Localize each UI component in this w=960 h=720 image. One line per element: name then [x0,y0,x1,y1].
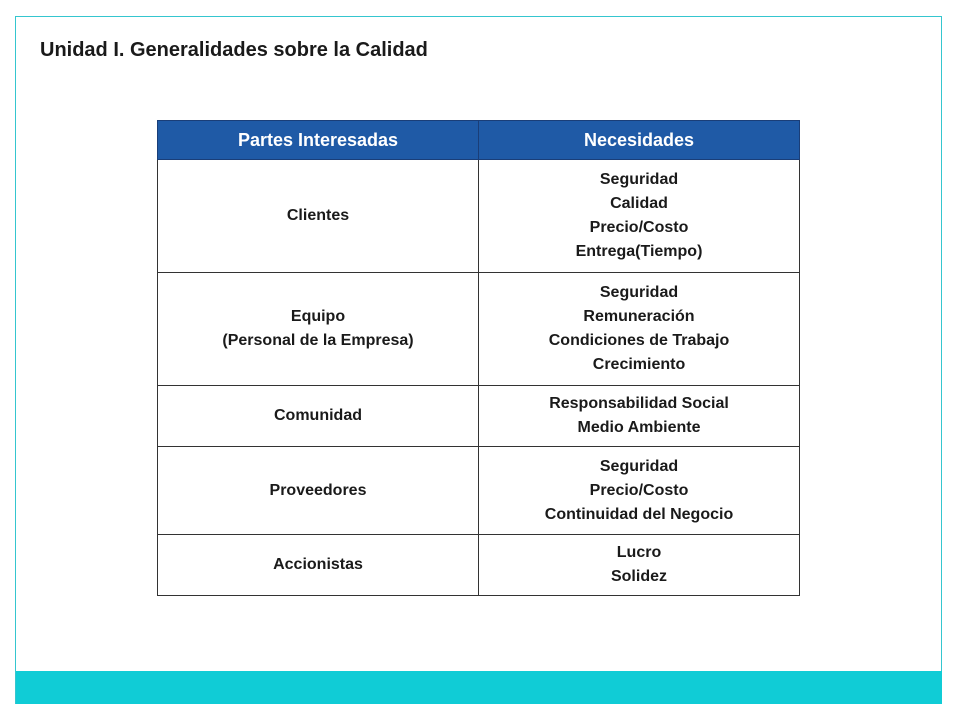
needs-cell [479,386,800,447]
need-item: Precio/Costo [589,219,689,236]
table-row [158,447,800,535]
need-item: Medio Ambiente [577,419,701,436]
need-item: Continuidad del Negocio [544,505,734,523]
needs-cell [479,273,800,386]
need-item: Crecimiento [592,356,686,373]
needs-cell [479,160,800,273]
need-item: Responsabilidad Social [549,395,729,412]
footer-accent-bar [16,671,942,704]
need-item: Seguridad [599,284,679,301]
need-item: Precio/Costo [589,481,689,499]
party-name: Comunidad [274,407,362,424]
need-item: Lucro [616,544,662,561]
need-item: Seguridad [599,457,679,475]
table-row [158,535,800,596]
need-item: Solidez [610,568,667,585]
need-item: Remuneración [583,308,695,325]
table-row [158,386,800,447]
need-item: Seguridad [599,171,679,188]
needs-cell [479,535,800,596]
need-item: Calidad [610,195,668,212]
need-item: Entrega(Tiempo) [575,243,703,260]
need-item: Condiciones de Trabajo [548,332,730,349]
table-row [158,160,800,273]
stakeholder-needs-table [157,120,800,596]
party-cell [158,386,479,447]
party-name: Accionistas [273,556,363,573]
header-parties: Partes Interesadas [158,121,479,160]
header-needs: Necesidades [479,121,800,160]
party-cell [158,273,479,386]
party-cell [158,160,479,273]
party-name: Clientes [286,207,350,224]
page-title: Unidad I. Generalidades sobre la Calidad [40,39,428,61]
party-subtitle: (Personal de la Empresa) [222,332,414,349]
party-cell [158,447,479,535]
table-header-row [158,121,800,160]
party-cell [158,535,479,596]
needs-cell [479,447,800,535]
party-name: Equipo [290,308,346,325]
table-row [158,273,800,386]
party-name: Proveedores [269,481,367,499]
